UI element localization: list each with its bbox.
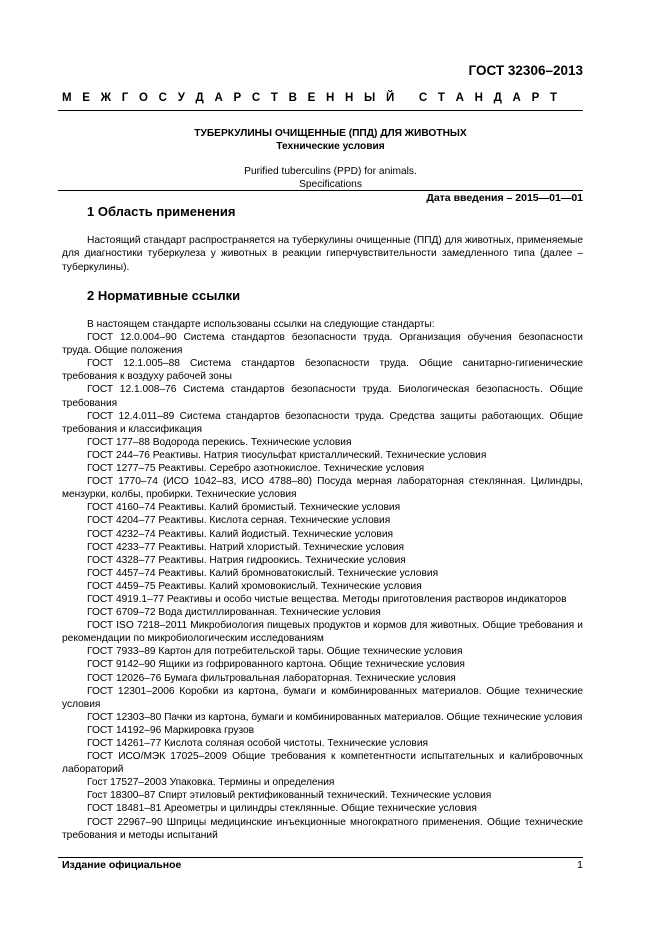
document-title-ru: [0, 127, 661, 153]
reference-item: ГОСТ 4457–74 Реактивы. Калий бромноватокислый. Технические условия: [87, 567, 439, 579]
interstate-letter: Е: [307, 92, 316, 104]
interstate-letter: А: [512, 92, 521, 104]
title-rule: [58, 190, 583, 191]
interstate-letter: Р: [531, 92, 540, 104]
official-edition-label: Издание официальное: [62, 859, 182, 871]
page-number: 1: [577, 859, 583, 871]
document-title-en: [0, 165, 661, 191]
reference-item: ГОСТ 4232–74 Реактивы. Калий йодистый. Технические условия: [87, 528, 394, 540]
interstate-letter: В: [288, 92, 297, 104]
reference-item: ГОСТ 12301–2006 Коробки из картона, бумаги и комбинированных материалов. Общие технические условия: [62, 685, 583, 710]
header-rule: [58, 110, 583, 111]
title-sub: Технические условия: [276, 141, 385, 152]
reference-item: ГОСТ 9142–90 Ящики из гофрированного картона. Общие технические условия: [87, 659, 465, 671]
reference-item: ГОСТ 4233–77 Реактивы. Натрий хлористый. Технические условия: [87, 541, 405, 553]
interstate-letter: А: [455, 92, 464, 104]
interstate-letter: Н: [474, 92, 483, 104]
interstate-letter: У: [177, 92, 185, 104]
interstate-letter: Д: [493, 92, 502, 104]
interstate-letter: Т: [437, 92, 445, 104]
reference-item: ГОСТ 22967–90 Шприцы медицинские инъекционные многократного применения. Общие технические требования и методы испытаний: [62, 816, 583, 841]
title-main: ТУБЕРКУЛИНЫ ОЧИЩЕННЫЕ (ППД) ДЛЯ ЖИВОТНЫХ: [194, 128, 467, 139]
interstate-letter: М: [62, 92, 72, 104]
section-2-heading: 2 Нормативные ссылки: [87, 288, 241, 303]
reference-item: ГОСТ 7933–89 Картон для потребительской тары. Общие технические условия: [87, 646, 463, 658]
interstate-letter: Р: [233, 92, 242, 104]
reference-item: ГОСТ 244–76 Реактивы. Натрия тиосульфат кристаллический. Технические условия: [87, 449, 487, 461]
interstate-letter: А: [214, 92, 223, 104]
reference-item: ГОСТ ISO 7218–2011 Микробиология пищевых продуктов и кормов для животных. Общие требования и рекомендации по микробиологическим исследованиям: [62, 620, 583, 645]
interstate-letter: [405, 92, 408, 104]
reference-item: ГОСТ 12026–76 Бумага фильтровальная лабораторная. Технические условия: [87, 672, 456, 684]
section-1-body: [62, 234, 583, 274]
reference-item: ГОСТ 177–88 Водорода перекись. Технические условия: [87, 436, 352, 448]
introduction-date: Дата введения – 2015—01—01: [426, 192, 583, 204]
reference-item: ГОСТ ИСО/МЭК 17025–2009 Общие требования к компетентности испытательных и калибровочных лабораторий: [62, 751, 583, 776]
gost-code: ГОСТ 32306–2013: [468, 63, 583, 78]
interstate-standard-banner: [62, 92, 557, 104]
title-en-sub: Specifications: [299, 179, 362, 190]
reference-item: ГОСТ 12.1.008–76 Система стандартов безопасности труда. Биологическая безопасность. Общие требования: [62, 384, 583, 409]
interstate-letter: Н: [345, 92, 354, 104]
normative-references-list: [62, 318, 583, 842]
reference-item: ГОСТ 14192–96 Маркировка грузов: [87, 724, 255, 736]
section-1-paragraph: Настоящий стандарт распространяется на туберкулины очищенные (ППД) для животных, применяемые для диагностики туберкулеза у животных в реакции гиперчувствительности замедленного типа (далее – туберкулины).: [62, 235, 583, 273]
reference-item: ГОСТ 4204–77 Реактивы. Кислота серная. Технические условия: [87, 515, 391, 527]
reference-item: ГОСТ 1277–75 Реактивы. Серебро азотнокислое. Технические условия: [87, 463, 425, 475]
interstate-letter: Е: [82, 92, 90, 104]
reference-item: ГОСТ 4459–75 Реактивы. Калий хромовокислый. Технические условия: [87, 580, 422, 592]
interstate-letter: О: [139, 92, 148, 104]
reference-item: ГОСТ 1770–74 (ИСО 1042–83, ИСО 4788–80) Посуда мерная лабораторная стеклянная. Цилиндры, мензурки, колбы, пробирки. Технические условия: [62, 476, 583, 501]
footer-rule: [58, 857, 583, 858]
interstate-letter: Й: [385, 92, 395, 104]
reference-item: ГОСТ 6709–72 Вода дистиллированная. Технические условия: [87, 607, 381, 619]
reference-item: ГОСТ 4328–77 Реактивы. Натрия гидроокись. Технические условия: [87, 554, 406, 566]
reference-item: ГОСТ 4919.1–77 Реактивы и особо чистые вещества. Методы приготовления растворов индикаторов: [87, 593, 567, 605]
reference-item: Гост 17527–2003 Упаковка. Термины и определения: [87, 777, 335, 789]
reference-item: Гост 18300–87 Спирт этиловый ректификованный технический. Технические условия: [87, 790, 492, 802]
interstate-letter: Д: [195, 92, 204, 104]
interstate-letter: Ж: [100, 92, 112, 104]
interstate-letter: Т: [270, 92, 278, 104]
reference-item: ГОСТ 12.0.004–90 Система стандартов безопасности труда. Организация обучения безопасности труда. Общие положения: [62, 332, 583, 357]
reference-item: ГОСТ 12303–80 Пачки из картона, бумаги и комбинированных материалов. Общие технические условия: [87, 711, 583, 723]
reference-item: ГОСТ 14261–77 Кислота соляная особой чистоты. Технические условия: [87, 738, 429, 749]
interstate-letter: С: [418, 92, 428, 104]
reference-item: ГОСТ 12.4.011–89 Система стандартов безопасности труда. Средства защиты работающих. Общие требования и классификация: [62, 410, 583, 435]
interstate-letter: Ы: [364, 92, 376, 104]
reference-item: ГОСТ 4160–74 Реактивы. Калий бромистый. Технические условия: [87, 502, 401, 514]
interstate-letter: Г: [121, 92, 129, 104]
section-1-heading: 1 Область применения: [87, 204, 236, 219]
interstate-letter: С: [158, 92, 167, 104]
references-intro: В настоящем стандарте использованы ссылки на следующие стандарты:: [87, 319, 435, 330]
reference-item: ГОСТ 18481–81 Ареометры и цилиндры стеклянные. Общие технические условия: [87, 803, 477, 815]
title-en-main: Purified tuberculins (PPD) for animals.: [244, 166, 417, 177]
interstate-letter: С: [251, 92, 261, 104]
interstate-letter: Н: [325, 92, 335, 104]
interstate-letter: Т: [549, 92, 557, 104]
reference-item: ГОСТ 12.1.005–88 Система стандартов безопасности труда. Общие санитарно-гигиенические требования к воздуху рабочей зоны: [62, 358, 583, 383]
